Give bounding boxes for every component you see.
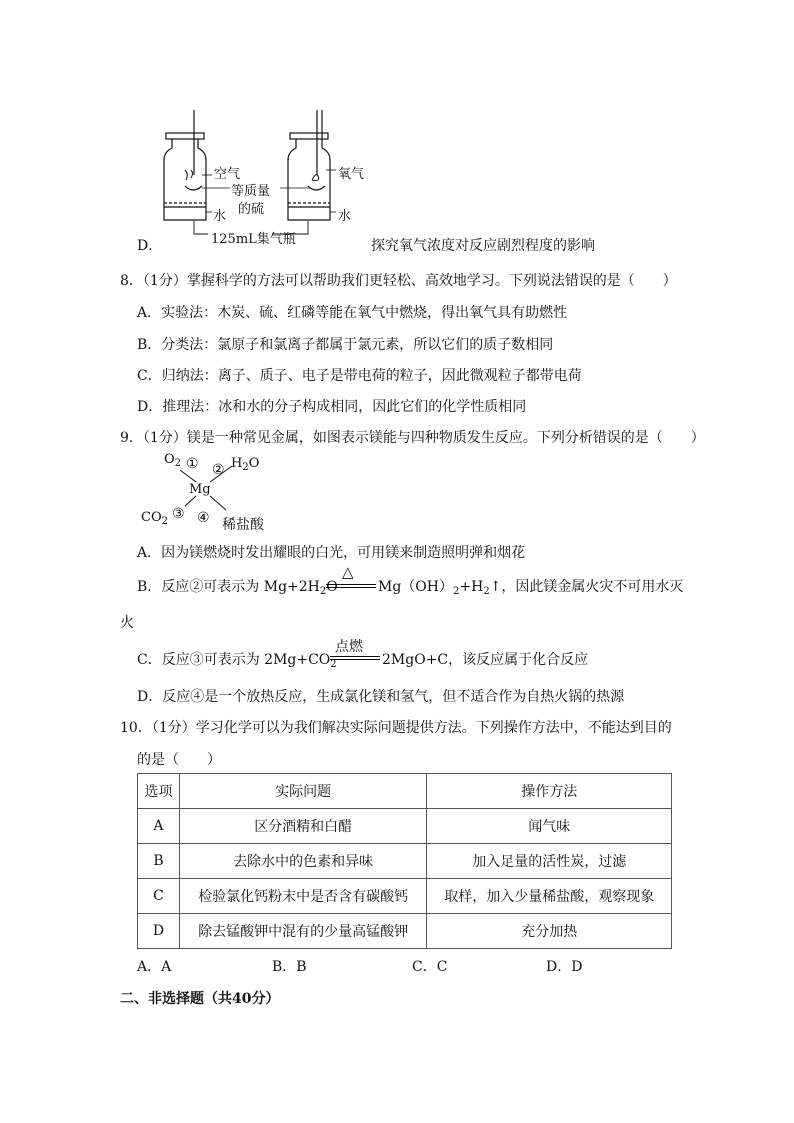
label-oxygen: 氧气: [338, 167, 365, 182]
table-header-cell: 操作方法: [427, 774, 672, 809]
q10-answer-a: A．A: [137, 959, 172, 975]
q9-circle-3: ③: [172, 506, 185, 522]
table-cell: 区分酒精和白醋: [179, 809, 427, 844]
q9-b-equals: [326, 584, 376, 588]
q9-hcl: 稀盐酸: [222, 517, 264, 533]
table-cell: C: [138, 879, 180, 914]
q9-o2: $O_2$: [164, 452, 182, 469]
table-cell: A: [138, 809, 180, 844]
q9-b-condition: △: [342, 563, 354, 581]
q9-h2o: $H_2O$: [231, 456, 260, 473]
q7-option-d-letter: D．: [137, 238, 163, 254]
q9-co2: $CO_2$: [141, 510, 168, 527]
q9-option-b-rest: $Mg(OH)_2+H_2↑$，因此镁金属火灾不可用水灭: [378, 579, 684, 597]
label-water-right: 水: [338, 209, 352, 224]
section-heading: 二、非选择题（共40分）: [120, 991, 280, 1007]
q8-option-a: A．实验法：木炭、硫、红磷等能在氧气中燃烧，得出氧气具有助燃性: [137, 305, 568, 321]
table-row: [138, 844, 672, 879]
table-header-cell: 实际问题: [179, 774, 427, 809]
table-header-cell: 选项: [138, 774, 180, 809]
q10-answer-c: C．C: [412, 959, 448, 975]
label-air: 空气: [214, 167, 241, 182]
q10-stem-line1: 10．（1分）学习化学可以为我们解决实际问题提供方法。下列操作方法中，不能达到目的: [120, 720, 672, 736]
q9-option-c: C．反应③可表示为 $2Mg+CO_2$: [137, 652, 337, 670]
q8-option-b: B．分类法：氯原子和氯离子都属于氯元素，所以它们的质子数相同: [137, 337, 554, 353]
table-row: [138, 879, 672, 914]
q9-stem: 9．（1分）镁是一种常见金属，如图表示镁能与四种物质发生反应。下列分析错误的是（ ）: [120, 430, 705, 446]
q9-c-condition: 点燃: [335, 639, 363, 655]
q10-answer-b: B．B: [272, 959, 307, 975]
table-cell: 加入足量的活性炭，过滤: [427, 844, 672, 879]
q10-options-table: [137, 773, 672, 949]
q9-mg-center: Mg: [189, 482, 211, 497]
q7-option-d-text: 探究氧气浓度对反应剧烈程度的影响: [371, 238, 595, 254]
table-cell: 闻气味: [427, 809, 672, 844]
q9-circle-2: ②: [212, 462, 225, 478]
table-cell: 去除水中的色素和异味: [179, 844, 427, 879]
table-row: [138, 809, 672, 844]
table-header-row: [138, 774, 672, 809]
q9-option-a: A．因为镁燃烧时发出耀眼的白光，可用镁来制造照明弹和烟花: [137, 545, 526, 561]
q8-stem: 8．（1分）掌握科学的方法可以帮助我们更轻松、高效地学习。下列说法错误的是（ ）: [120, 273, 677, 289]
table-cell: 取样，加入少量稀盐酸，观察现象: [427, 879, 672, 914]
q10-stem-line2: 的是（ ）: [137, 752, 221, 768]
table-cell: B: [138, 844, 180, 879]
q9-c-equals: [330, 656, 380, 660]
q9-option-b: B．反应②可表示为 $Mg+2H_2O$: [137, 579, 338, 597]
q9-option-b-wrap: 火: [120, 615, 134, 631]
q9-option-c-rest: 2MgO+C，该反应属于化合反应: [382, 652, 589, 668]
q9-circle-1: ①: [186, 456, 199, 472]
table-cell: 检验氯化钙粉末中是否含有碳酸钙: [179, 879, 427, 914]
label-sulfur: 的硫: [238, 202, 265, 217]
table-cell: D: [138, 914, 180, 949]
table-cell: 充分加热: [427, 914, 672, 949]
right-bottle: [280, 110, 336, 220]
q9-circle-4: ④: [197, 510, 210, 526]
q9-option-d: D．反应④是一个放热反应，生成氯化镁和氢气，但不适合作为自热火锅的热源: [137, 689, 625, 705]
q8-option-d: D．推理法：冰和水的分子构成相同，因此它们的化学性质相同: [137, 399, 527, 415]
label-water-left: 水: [213, 209, 227, 224]
label-bottle: 125mL集气瓶: [211, 232, 296, 247]
table-row: [138, 914, 672, 949]
q8-option-c: C．归纳法：离子、质子、电子是带电荷的粒子，因此微观粒子都带电荷: [137, 368, 582, 384]
q10-answer-d: D．D: [546, 959, 583, 975]
table-cell: 除去锰酸钾中混有的少量高锰酸钾: [179, 914, 427, 949]
label-equal-mass: 等质量: [231, 184, 271, 199]
